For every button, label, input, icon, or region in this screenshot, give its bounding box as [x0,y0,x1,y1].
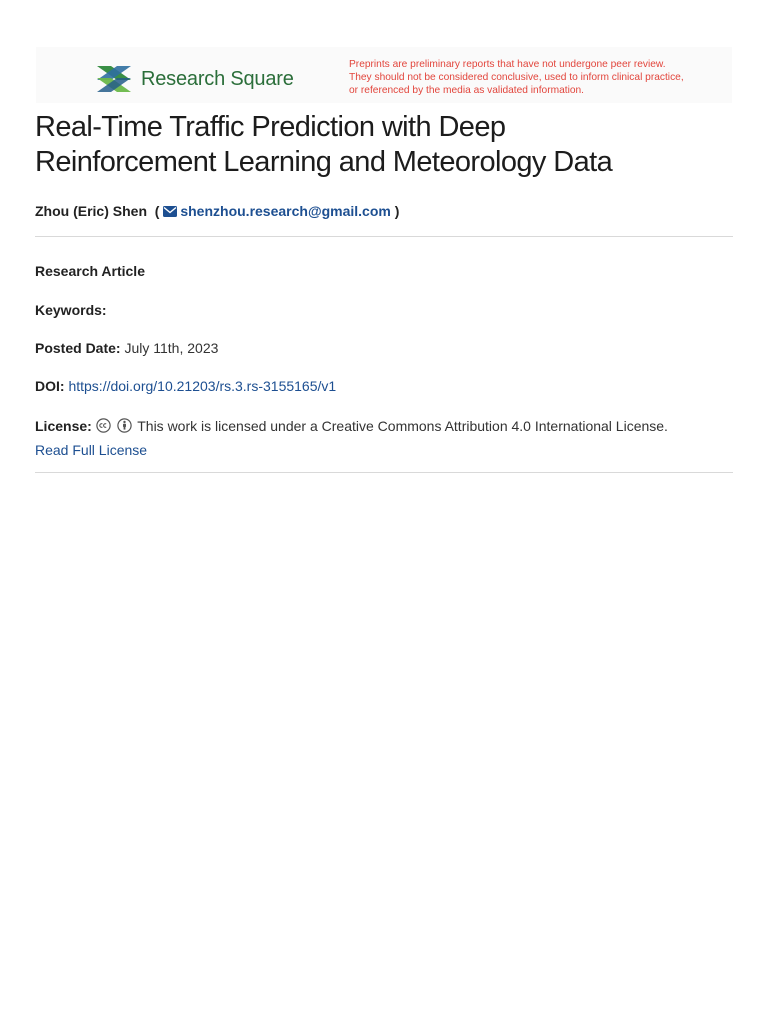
author-close-paren: ) [394,203,400,219]
keywords-label: Keywords: [35,302,107,318]
attribution-icon [117,418,132,433]
author-name: Zhou (Eric) Shen [35,203,147,219]
read-full-license-link[interactable]: Read Full License [35,442,148,458]
keywords-row [35,302,107,318]
read-license-row [35,442,147,458]
license-text: This work is licensed under a Creative Commons Attribution 4.0 International License. [137,418,668,434]
article-title-line: Reinforcement Learning and Meteorology Data [35,146,613,178]
license-label: License: [35,418,92,434]
posted-date-label: Posted Date: [35,340,121,356]
author-email: shenzhou.research@gmail.com [180,203,391,219]
doi-link[interactable]: https://doi.org/10.21203/rs.3.rs-3155165/v1 [68,378,337,394]
creative-commons-icon [96,418,111,433]
posted-date-value: July 11th, 2023 [124,340,219,356]
article-title-line: Real-Time Traffic Prediction with Deep [35,111,506,143]
article-type [35,263,145,279]
research-square-logo[interactable] [95,64,294,94]
envelope-icon [163,206,177,217]
divider [35,236,733,237]
author-line [35,203,399,219]
license-row [35,418,668,434]
divider [35,472,733,473]
research-square-logo-icon [95,64,133,94]
article-type-label: Research Article [35,263,145,279]
research-square-logo-text: Research Square [141,67,294,90]
preprint-banner [36,47,732,103]
posted-date-row [35,340,218,356]
doi-label: DOI: [35,378,65,394]
disclaimer-line: They should not be considered conclusive, used to inform clinical practice, [349,71,684,83]
disclaimer-line: Preprints are preliminary reports that have not undergone peer review. [349,59,666,70]
preprint-disclaimer [349,59,719,97]
disclaimer-line: or referenced by the media as validated information. [349,84,585,96]
article-title [35,110,735,180]
author-open-paren: ( [154,203,160,219]
doi-row [35,378,336,394]
author-email-link[interactable] [163,203,394,219]
